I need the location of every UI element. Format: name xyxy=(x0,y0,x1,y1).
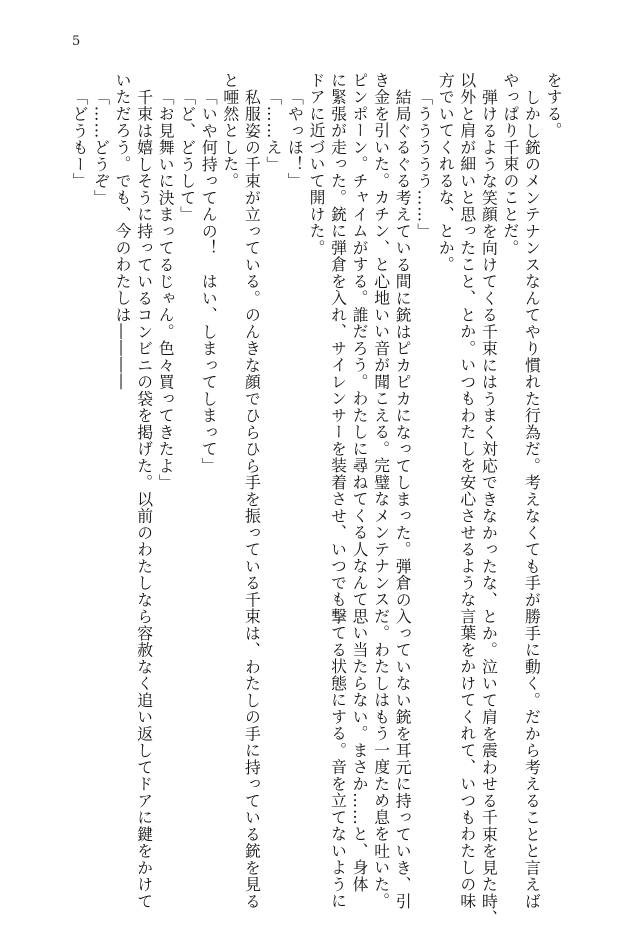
text-line: 方でいてくれるな、とか。 xyxy=(436,72,456,273)
text-line: 結局ぐるぐる考えている間に銃はピカピカになってしまった。弾倉の入っていない銃を耳元に持っていき、引 xyxy=(393,88,413,910)
text-line: 「いや何持ってんの！ はい、しまってしまって」 xyxy=(199,88,219,474)
text-line: き金を引いた。カチン、と心地いい音が聞こえる。完璧なメンテナンスだ。わたしはもう一度ため息を吐いた。 xyxy=(371,72,391,910)
text-line: 「ううううう……」 xyxy=(414,88,434,240)
text-line: 「……どうぞ」 xyxy=(91,88,111,206)
text-line: やっぱり千束のことだ。 xyxy=(500,72,520,257)
text-line: ドアに近づいて開けた。 xyxy=(306,72,326,257)
text-line: 弾けるような笑顔を向けてくる千束にはうまく対応できなかったな、とか。泣いて肩を震わせる千束を見た時、 xyxy=(479,88,499,926)
text-line: 「ど、どうして」 xyxy=(177,88,197,223)
text-line: 「お見舞いに決まってるじゃん。色々買ってきたよ」 xyxy=(156,88,176,491)
text-line: 「どうもー」 xyxy=(69,88,89,190)
text-line: 以外と肩が細いと思ったこと、とか。いつもわたしを安心させるような言葉をかけてくれて、いつもわたしの味 xyxy=(457,72,477,910)
text-line: ピンポーン。チャイムがする。誰だろう。わたしに尋ねてくる人なんて思い当たらない。まさか……と、身体 xyxy=(350,72,370,893)
text-line: をする。 xyxy=(544,72,563,139)
text-line: 千束は嬉しそうに持っているコンビニの袋を掲げた。以前のわたしなら容赦なく追い返してドアに鍵をかけて xyxy=(134,88,154,910)
text-line: に緊張が走った。銃に弾倉を入れ、サイレンサーを装着させ、いつでも撃てる状態にする。音を立てないように xyxy=(328,72,348,910)
text-line: 私服姿の千束が立っている。のんきな顔でひらひら手を振っている千束は、わたしの手に持っている銃を見る xyxy=(242,88,262,910)
text-line: 「……え」 xyxy=(263,88,283,173)
text-line: いただろう。でも、今のわたしは―――― xyxy=(113,72,133,391)
page-number: 5 xyxy=(72,34,81,49)
text-line: しかし銃のメンテナンスなんてやり慣れた行為だ。考えなくても手が勝手に動く。だから考えることと言えば xyxy=(522,88,542,910)
text-line: 「やっほ！」 xyxy=(285,88,305,190)
vertical-text-body xyxy=(69,72,563,926)
text-line: と唖然とした。 xyxy=(220,72,240,190)
